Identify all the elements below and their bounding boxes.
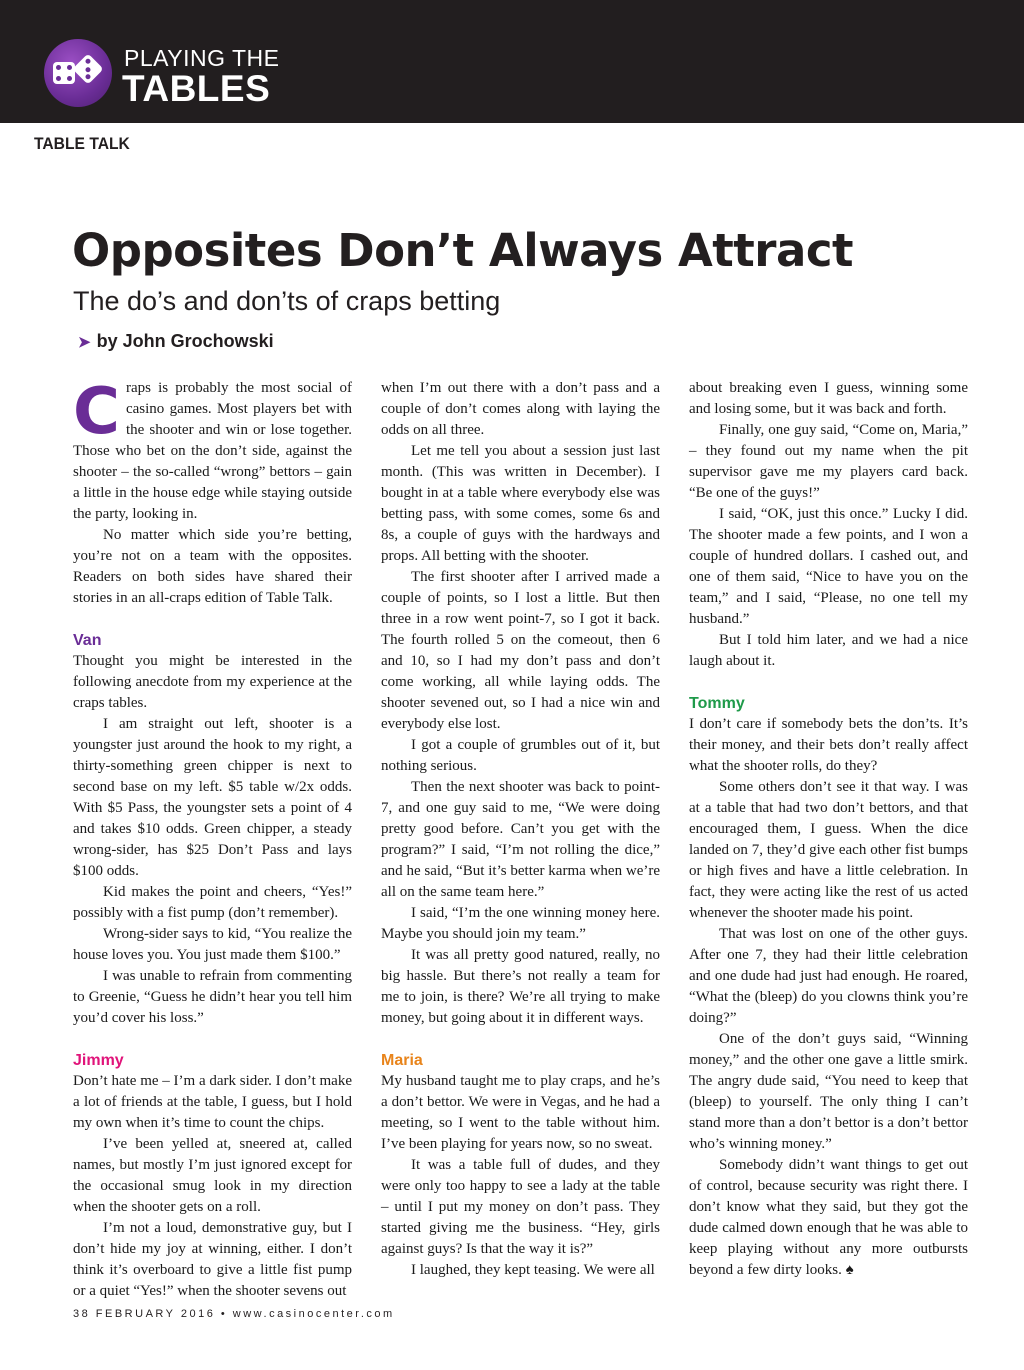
dice-logo xyxy=(44,39,112,107)
paragraph: Some others don’t see it that way. I was at a table that had two don’t bettors, and that encouraged them, I guess. When the dice landed on 7, they’d give each other fist bumps or high fives and have a little celebration. In fact, they were acting like the rest of us acted whenever the shooter made his point. xyxy=(689,779,968,921)
paragraph: Then the next shooter was back to point-7, and one guy said to me, “We were doing pretty good before. Can’t you get with the program?” I said, “I’m not rolling the dice,” and he said, “But it’s better karma when we’re all on the same team here.” xyxy=(381,779,660,900)
paragraph: I said, “OK, just this once.” Lucky I did. The shooter made a few points, and I won a couple of hundred dollars. I cashed out, and one of them said, “Nice to have you on the team,” and I said, “Please, no one tell my husband.” xyxy=(689,506,968,627)
reader-name-tommy: Tommy xyxy=(689,695,745,712)
paragraph: I don’t care if somebody bets the don’ts. It’s their money, and their bets don’t really affect what the shooter rolls, do they? xyxy=(689,716,968,774)
brand-title: TABLES xyxy=(122,68,271,109)
paragraph: Finally, one guy said, “Come on, Maria,” – they found out my name when the pit supervisor gave me my players card back. “Be one of the guys!” xyxy=(689,422,968,501)
paragraph: Kid makes the point and cheers, “Yes!” possibly with a fist pump (don’t remember). xyxy=(73,884,352,921)
die-icon xyxy=(72,53,103,84)
paragraph: I’ve been yelled at, sneered at, called names, but mostly I’m just ignored except for the occasional smug look in my direction when the shooter gets on a roll. xyxy=(73,1136,352,1215)
arrow-icon: ➤ xyxy=(78,334,91,351)
byline xyxy=(78,331,274,352)
die-icon xyxy=(53,62,75,84)
article-title: Opposites Don’t Always Attract xyxy=(72,224,854,277)
section-label: TABLE TALK xyxy=(34,134,130,153)
paragraph: No matter which side you’re betting, you’re not on a team with the opposites. Readers on both sides have shared their stories in an all-craps edition of Table Talk. xyxy=(73,527,352,606)
column-2 xyxy=(381,378,660,1281)
header-bar xyxy=(0,0,1024,123)
paragraph: I’m not a loud, demonstrative guy, but I don’t hide my joy at winning, either. I don’t think it’s overboard to give a little fist pump or a quiet “Yes!” when the shooter sevens out xyxy=(73,1220,352,1299)
paragraph: One of the don’t guys said, “Winning money,” and the other one gave a little smirk. The angry dude said, “You need to keep that (bleep) to yourself. The only thing I can’t stand more than a don’t bettor is a don’t bettor who’s winning money.” xyxy=(689,1031,968,1152)
paragraph: about breaking even I guess, winning some and losing some, but it was back and forth. xyxy=(689,380,968,417)
paragraph: It was a table full of dudes, and they were only too happy to see a lady at the table – until I put my money on don’t pass. They started giving me the business. “Hey, girls against guys? Is that the way it is?” xyxy=(381,1157,660,1257)
paragraph: I laughed, they kept teasing. We were all xyxy=(411,1262,655,1278)
paragraph: Don’t hate me – I’m a dark sider. I don’t make a lot of friends at the table, I guess, but I hold my own when it’s time to count the chips. xyxy=(73,1073,352,1131)
paragraph: when I’m out there with a don’t pass and a couple of don’t comes along with laying the odds on all three. xyxy=(381,380,660,438)
paragraph: Somebody didn’t want things to get out of control, because security was right there. I don’t know what they said, but they got the dude calmed down enough that he was able to keep playing without any more outbursts beyond a few dirty looks. ♠ xyxy=(689,1157,968,1278)
paragraph: The first shooter after I arrived made a couple of points, so I lost a little. But then three in a row went point-7, so I got it back. The fourth rolled 5 on the comeout, then 6 and 10, so I had my don’t pass and don’t come working, all while laying odds. The shooter sevened out, so I had a nice win and everybody else lost. xyxy=(381,569,660,732)
paragraph: I was unable to refrain from commenting to Greenie, “Guess he didn’t hear you tell him you’d cover his loss.” xyxy=(73,968,352,1026)
drop-cap: C xyxy=(73,375,120,449)
paragraph: Wrong-sider says to kid, “You realize the house loves you. You just made them $100.” xyxy=(73,926,352,963)
byline-text: by John Grochowski xyxy=(96,331,274,351)
paragraph: That was lost on one of the other guys. After one 7, they had their little celebration and one dude had just had enough. He roared, “What the (bleep) do you clowns think you’re doing?” xyxy=(689,926,968,1026)
paragraph: I got a couple of grumbles out of it, but nothing serious. xyxy=(381,737,660,774)
paragraph: Let me tell you about a session just last month. (This was written in December). I bought in at a table where everybody else was betting pass, with some comes, some 6s and 8s, a couple of guys with the hardways and props. All betting with the shooter. xyxy=(381,443,660,564)
paragraph: It was all pretty good natured, really, no big hassle. But there’s not really a team for me to join, is there? We’re all trying to make money, but going about it in different ways. xyxy=(381,947,660,1026)
spade-end-icon: ♠ xyxy=(845,1262,854,1278)
paragraph: Craps is probably the most social of casino games. Most players bet with the shooter and win or lose together. Those who bet on the don’t side, against the shooter – the so-called “wrong” bettors – gain a little in the house edge while staying outside the party, looking in. xyxy=(73,375,352,522)
paragraph: I said, “I’m the one winning money here. Maybe you should join my team.” xyxy=(381,905,660,942)
paragraph: But I told him later, and we had a nice laugh about it. xyxy=(689,632,968,669)
paragraph: My husband taught me to play craps, and he’s a don’t bettor. We were in Vegas, and he had a meeting, so I went to the table without him. I’ve been playing for years now, so no sweat. xyxy=(381,1073,660,1152)
article-subtitle: The do’s and don’ts of craps betting xyxy=(73,286,501,316)
reader-name-van: Van xyxy=(73,632,102,649)
paragraph: I am straight out left, shooter is a youngster just around the hook to my right, a thirty-something green chipper is next to second base on my left. $5 table w/2x odds. With $5 Pass, the youngster sets a point of 4 and takes $10 odds. Green chipper, a steady wrong-sider, has $25 Don’t Pass and lays $100 odds. xyxy=(73,716,352,879)
paragraph: Thought you might be interested in the following anecdote from my experience at the craps tables. xyxy=(73,653,352,711)
column-1 xyxy=(73,375,352,1302)
column-3 xyxy=(689,378,968,1281)
page-footer: 38 FEBRUARY 2016 • www.casinocenter.com xyxy=(73,1308,395,1320)
brand-small: PLAYING THE xyxy=(124,45,280,71)
reader-name-jimmy: Jimmy xyxy=(73,1052,124,1069)
reader-name-maria: Maria xyxy=(381,1052,423,1069)
